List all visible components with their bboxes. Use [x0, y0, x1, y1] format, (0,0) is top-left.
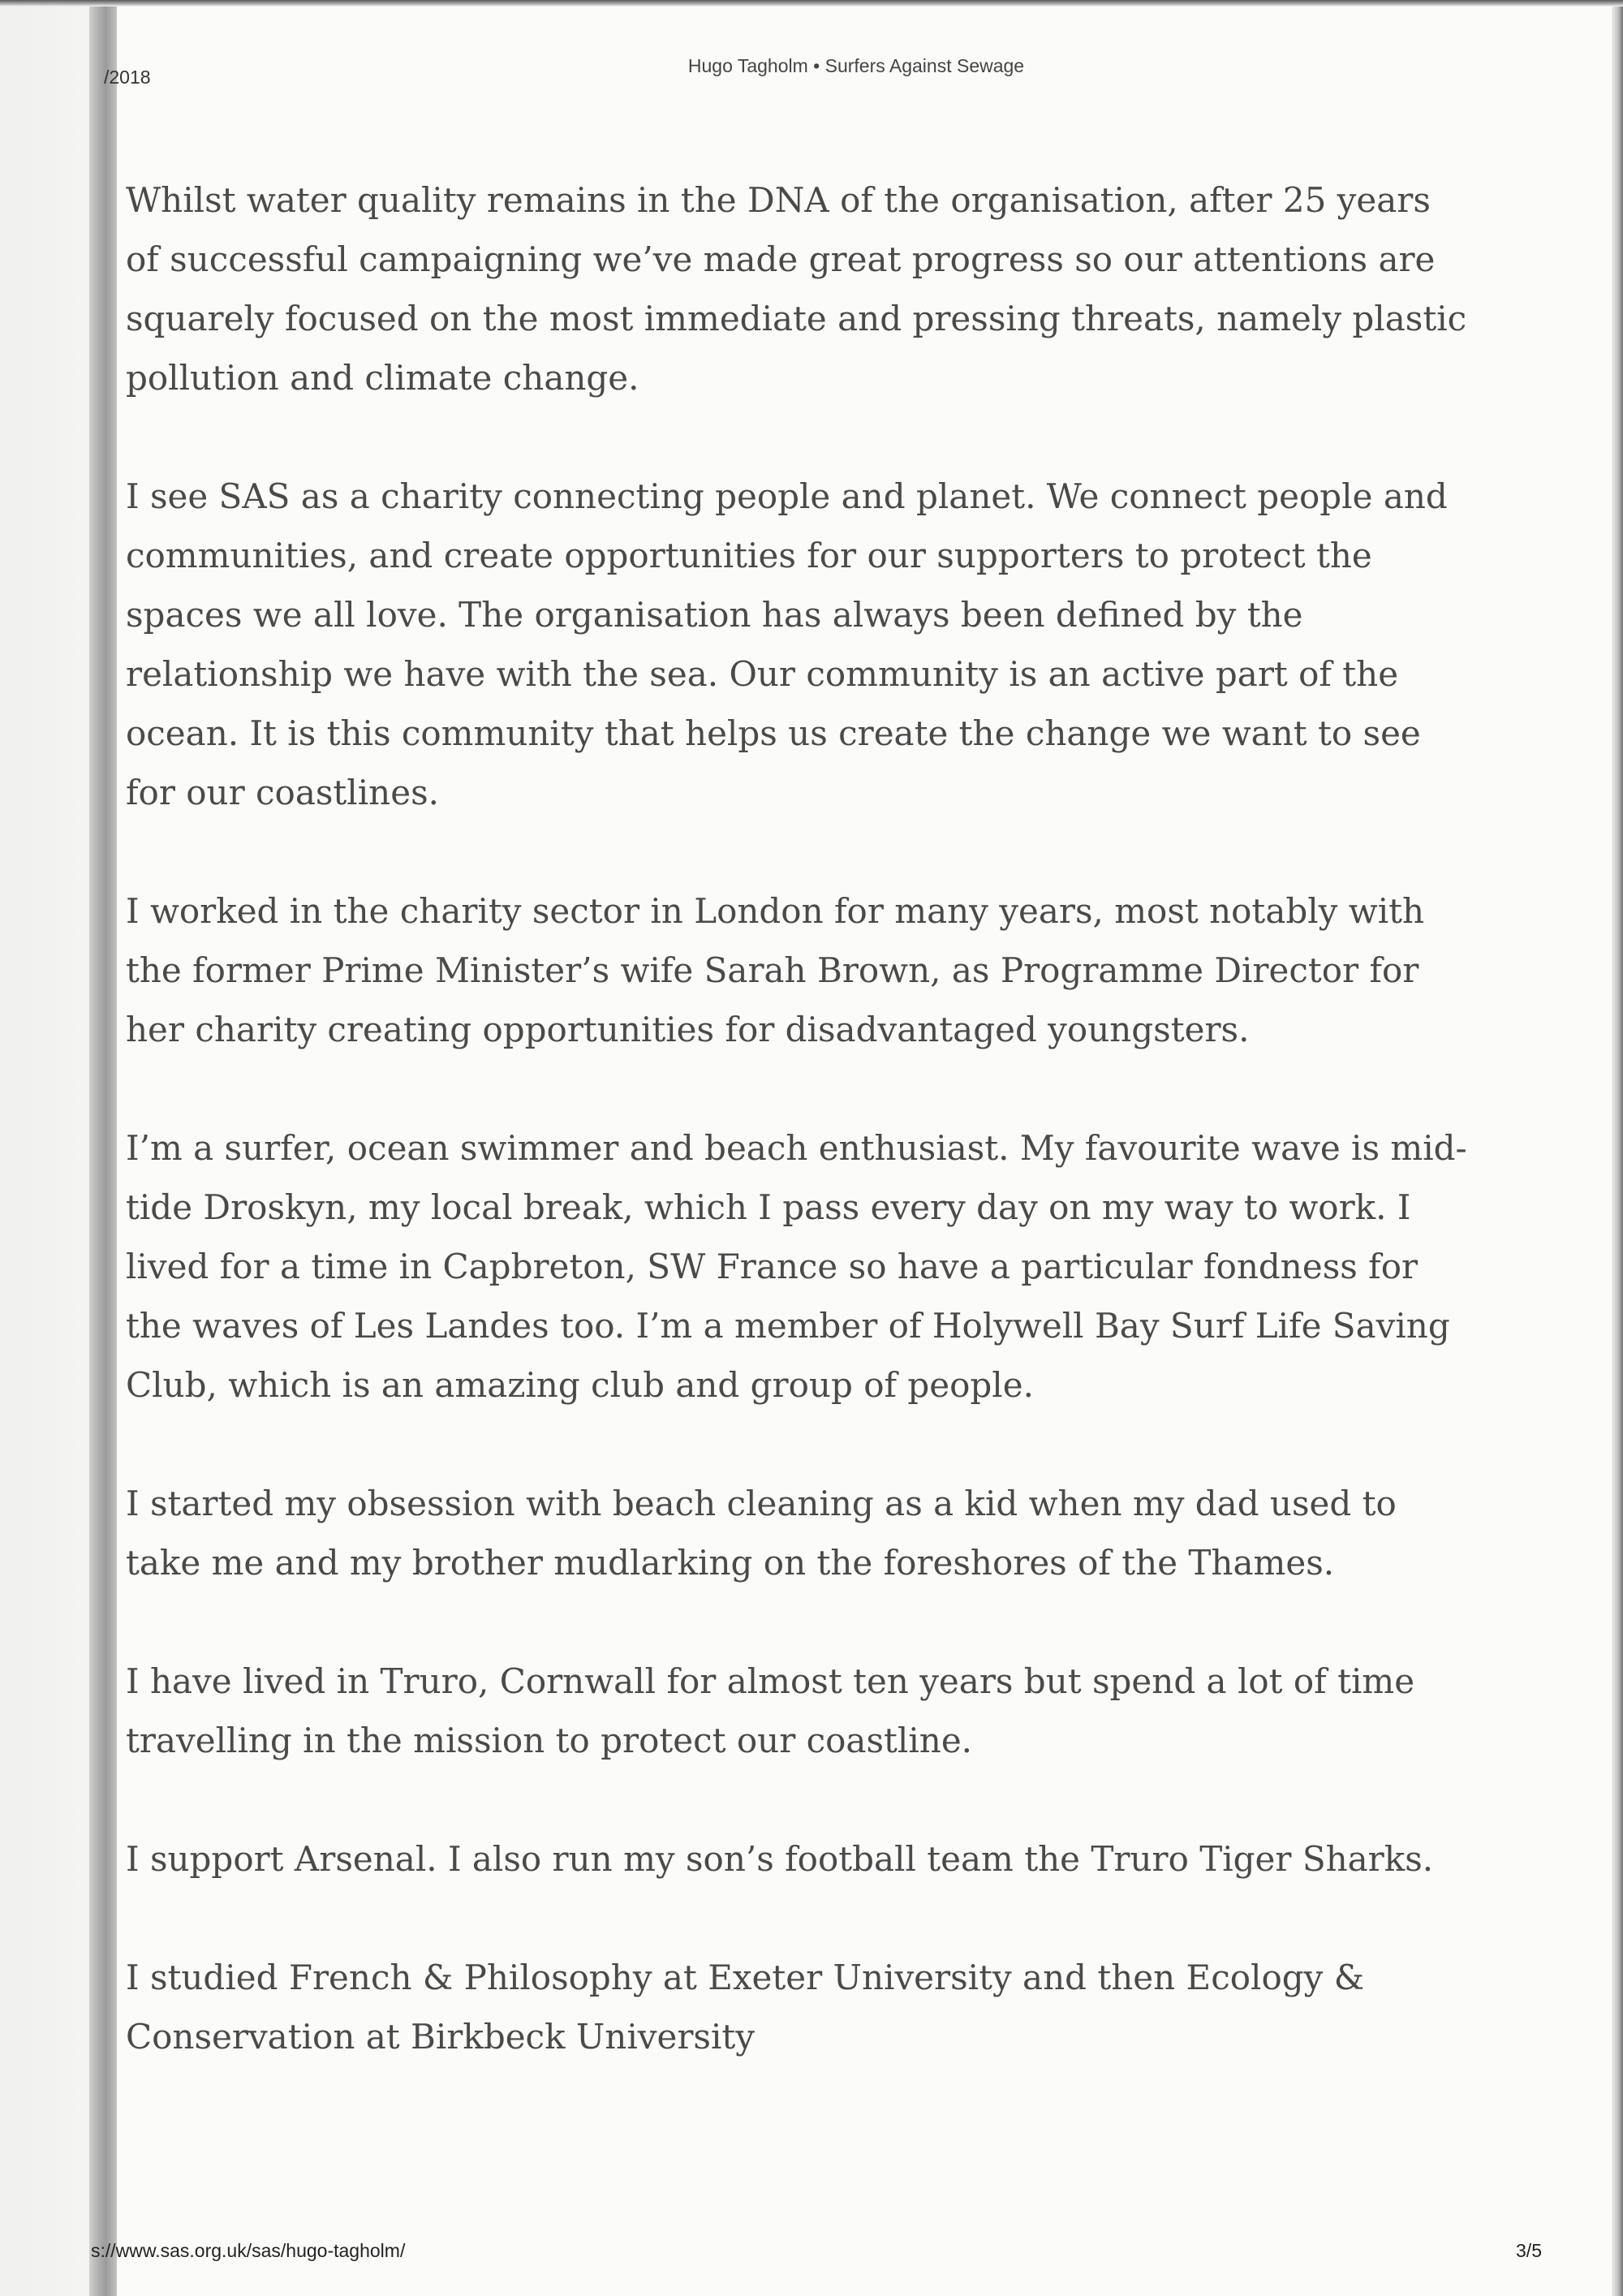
- scan-edge-top: [0, 0, 1623, 6]
- article-body: [126, 170, 1473, 2151]
- paragraph-beach-cleaning: I started my obsession with beach cleaning as a kid when my dad used to take me and my brother mudlarking on the foreshores of the Thames.: [126, 1484, 1397, 1583]
- scan-shadow-band: [89, 0, 117, 2296]
- paragraph-charity-sector: I worked in the charity sector in London for many years, most notably with the former Prime Minister’s wife Sarah Brown, as Programme Director for her charity creating opportunities for disadvantaged youngsters.: [126, 891, 1425, 1049]
- paragraph-surfer: I’m a surfer, ocean swimmer and beach enthusiast. My favourite wave is mid-tide Droskyn, my local break, which I pass every day on my way to work. I lived for a time in Capbreton, SW France so have a particular fondness for the waves of Les Landes too. I’m a member of Holywell Bay Surf Life Saving Club, which is an amazing club and group of people.: [126, 1128, 1467, 1405]
- print-footer-url: s://www.sas.org.uk/sas/hugo-tagholm/: [91, 2240, 406, 2261]
- print-header-title: Hugo Tagholm • Surfers Against Sewage: [687, 55, 1025, 76]
- paragraph-charity-vision: I see SAS as a charity connecting people and planet. We connect people and communities, and create opportunities for our supporters to protect the spaces we all love. The organisation has always been defined by the relationship we have with the sea. Our community is an active part of the ocean. It is this community that helps us create the change we want to see for our coastlines.: [126, 476, 1448, 812]
- paragraph-water-quality: Whilst water quality remains in the DNA of the organisation, after 25 years of successful campaigning we’ve made great progress so our attentions are squarely focused on the most immediate and pressing threats, namely plastic pollution and climate change.: [126, 180, 1467, 398]
- paragraph-education: I studied French & Philosophy at Exeter University and then Ecology & Conservation at Birkbeck University: [126, 1958, 1365, 2057]
- paragraph-arsenal: I support Arsenal. I also run my son’s football team the Truro Tiger Sharks.: [126, 1839, 1434, 1879]
- paragraph-truro: I have lived in Truro, Cornwall for almost ten years but spend a lot of time travelling in the mission to protect our coastline.: [126, 1661, 1415, 1760]
- print-page-number: 3/5: [1516, 2240, 1542, 2261]
- print-date: /2018: [104, 67, 151, 88]
- scan-edge-right: [1612, 0, 1623, 2296]
- scan-margin-left: [0, 0, 89, 2296]
